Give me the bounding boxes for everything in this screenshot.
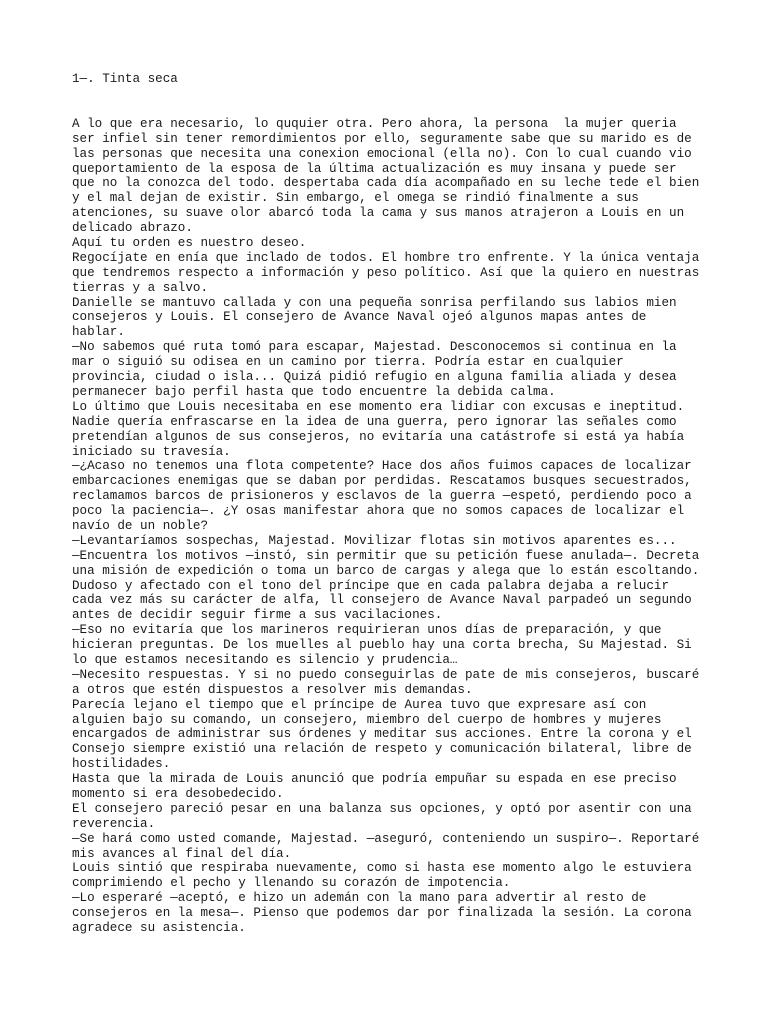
- text-line: poco la paciencia—. ¿Y osas manifestar ahora que no somos capaces de localizar el: [72, 504, 685, 519]
- text-line: Dudoso y afectado con el tono del príncipe que en cada palabra dejaba a relucir: [72, 578, 670, 593]
- text-line: consejeros y Louis. El consejero de Avance Naval ojeó algunos mapas antes de: [72, 310, 647, 325]
- text-line: momento si era desobedecido.: [72, 786, 284, 801]
- text-line: —Se hará como usted comande, Majestad. —aseguró, conteniendo un suspiro—. Reportaré: [72, 831, 700, 846]
- text-line: que no la conozca del todo. despertaba cada día acompañado en su leche tede el bien: [72, 176, 700, 191]
- document-page: [72, 72, 702, 936]
- text-line: consejeros en la mesa—. Pienso que podemos dar por finalizada la sesión. La corona: [72, 906, 692, 921]
- text-line: Nadie quería enfrascarse en la idea de una guerra, pero ignorar las señales como: [72, 414, 677, 429]
- text-line: queportamiento de la esposa de la última actualización es muy insana y puede ser: [72, 161, 677, 176]
- text-line: —No sabemos qué ruta tomó para escapar, Majestad. Desconocemos si continua en la: [72, 340, 677, 355]
- text-line: a otros que estén dispuestos a resolver mis demandas.: [72, 682, 473, 697]
- text-line: navío de un noble?: [72, 518, 209, 533]
- text-line: alguien bajo su comando, un consejero, miembro del cuerpo de hombres y mujeres: [72, 712, 662, 727]
- text-line: encargados de administrar sus órdenes y meditar sus acciones. Entre la corona y el: [72, 727, 692, 742]
- text-line: provincia, ciudad o isla... Quizá pidió refugio en alguna familia aliada y desea: [72, 370, 677, 385]
- text-line: Consejo siempre existió una relación de respeto y comunicación bilateral, libre de: [72, 742, 692, 757]
- text-line: delicado abrazo.: [72, 221, 193, 236]
- text-line: —¿Acaso no tenemos una flota competente? Hace dos años fuimos capaces de localizar: [72, 459, 692, 474]
- text-line: cada vez más su carácter de alfa, ll consejero de Avance Naval parpadeó un segundo: [72, 593, 692, 608]
- text-line: una misión de expedición o toma un barco de cargas y alega que lo están escoltando.: [72, 563, 700, 578]
- text-line: las personas que necesita una conexion emocional (ella no). Con lo cual cuando vio: [72, 146, 692, 161]
- text-line: hostilidades.: [72, 757, 171, 772]
- text-line: Lo último que Louis necesitaba en ese momento era lidiar con excusas e ineptitud.: [72, 399, 685, 414]
- text-line: reclamamos barcos de prisioneros y esclavos de la guerra —espetó, perdiendo poco a: [72, 489, 692, 504]
- text-line: mar o siguió su odisea en un camino por tierra. Podría estar en cualquier: [72, 355, 624, 370]
- text-line: —Necesito respuestas. Y si no puedo conseguirlas de pate de mis consejeros, buscaré: [72, 667, 700, 682]
- text-line: tierras y a salvo.: [72, 280, 209, 295]
- text-line: —Lo esperaré —aceptó, e hizo un ademán con la mano para advertir al resto de: [72, 891, 647, 906]
- text-line: y el mal dejan de existir. Sin embargo, el omega se rindió finalmente a sus: [72, 191, 639, 206]
- text-line: —Encuentra los motivos —instó, sin permitir que su petición fuese anulada—. Decreta: [72, 548, 700, 563]
- text-line: antes de decidir seguir firme a sus vacilaciones.: [72, 608, 443, 623]
- text-line: hablar.: [72, 325, 125, 340]
- text-line: —Eso no evitaría que los marineros requirieran unos días de preparación, y que: [72, 623, 662, 638]
- text-line: Danielle se mantuvo callada y con una pequeña sonrisa perfilando sus labios mien: [72, 295, 677, 310]
- text-line: hicieran preguntas. De los muelles al pueblo hay una corta brecha, Su Majestad. Si: [72, 638, 692, 653]
- text-line: comprimiendo el pecho y llenando su corazón de impotencia.: [72, 876, 511, 891]
- text-line: lo que estamos necesitando es silencio y prudencia…: [72, 652, 458, 667]
- text-line: A lo que era necesario, lo ququier otra. Pero ahora, la persona la mujer queria: [72, 116, 677, 131]
- text-line: Regocíjate en enía que inclado de todos. El hombre tro enfrente. Y la única ventaja: [72, 250, 700, 265]
- text-line: Hasta que la mirada de Louis anunció que podría empuñar su espada en ese preciso: [72, 772, 677, 787]
- text-line: agradece su asistencia.: [72, 921, 246, 935]
- text-line: reverencia.: [72, 816, 156, 831]
- text-line: embarcaciones enemigas que se daban por perdidas. Rescatamos busques secuestrados,: [72, 474, 692, 489]
- chapter-title: 1—. Tinta seca: [72, 72, 178, 86]
- text-line: El consejero pareció pesar en una balanza sus opciones, y optó por asentir con una: [72, 801, 692, 816]
- text-line: —Levantaríamos sospechas, Majestad. Movilizar flotas sin motivos aparentes es...: [72, 533, 677, 548]
- text-line: iniciado su travesía.: [72, 444, 231, 459]
- text-line: Parecía lejano el tiempo que el príncipe de Aurea tuvo que expresare así con: [72, 697, 647, 712]
- document-body: [72, 117, 702, 936]
- text-line: atenciones, su suave olor abarcó toda la cama y sus manos atrajeron a Louis en un: [72, 206, 685, 221]
- text-line: Louis sintió que respiraba nuevamente, como si hasta ese momento algo le estuviera: [72, 861, 692, 876]
- text-line: pretendían algunos de sus consejeros, no evitaría una catástrofe si está ya había: [72, 429, 685, 444]
- text-line: permanecer bajo perfil hasta que todo encuentre la debida calma.: [72, 384, 556, 399]
- text-line: que tendremos respecto a información y peso político. Así que la quiero en nuestras: [72, 265, 700, 280]
- text-line: Aquí tu orden es nuestro deseo.: [72, 236, 307, 251]
- text-line: ser infiel sin tener remordimientos por ello, seguramente sabe que su marido es de: [72, 131, 692, 146]
- text-line: mis avances al final del día.: [72, 846, 292, 861]
